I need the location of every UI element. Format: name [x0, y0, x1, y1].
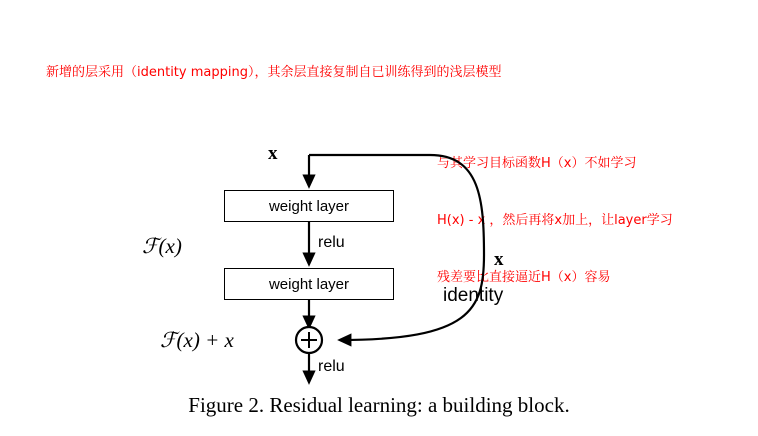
shortcut-label: x: [494, 249, 504, 270]
weight-layer-box-1: weight layer: [224, 190, 394, 222]
annotation-right-note-line2: H(x) - x ，然后再将x加上，让layer学习: [437, 213, 673, 228]
annotation-right-note-line1: 与其学习目标函数H（x）不如学习: [437, 156, 637, 171]
relu-label-2: relu: [318, 358, 345, 375]
figure-caption: Figure 2. Residual learning: a building block.: [188, 393, 570, 417]
annotation-right-note-line3: 残差要比直接逼近H（x）容易: [437, 270, 611, 285]
weight-layer-box-2: weight layer: [224, 268, 394, 300]
function-label: ℱ(x): [142, 234, 182, 258]
input-label: x: [268, 143, 278, 164]
identity-label: identity: [443, 285, 504, 306]
relu-label-1: relu: [318, 234, 345, 251]
output-label: ℱ(x) + x: [160, 328, 234, 352]
annotation-top-note: 新增的层采用（identity mapping），其余层直接复制自已训练得到的浅层模型: [46, 65, 502, 80]
